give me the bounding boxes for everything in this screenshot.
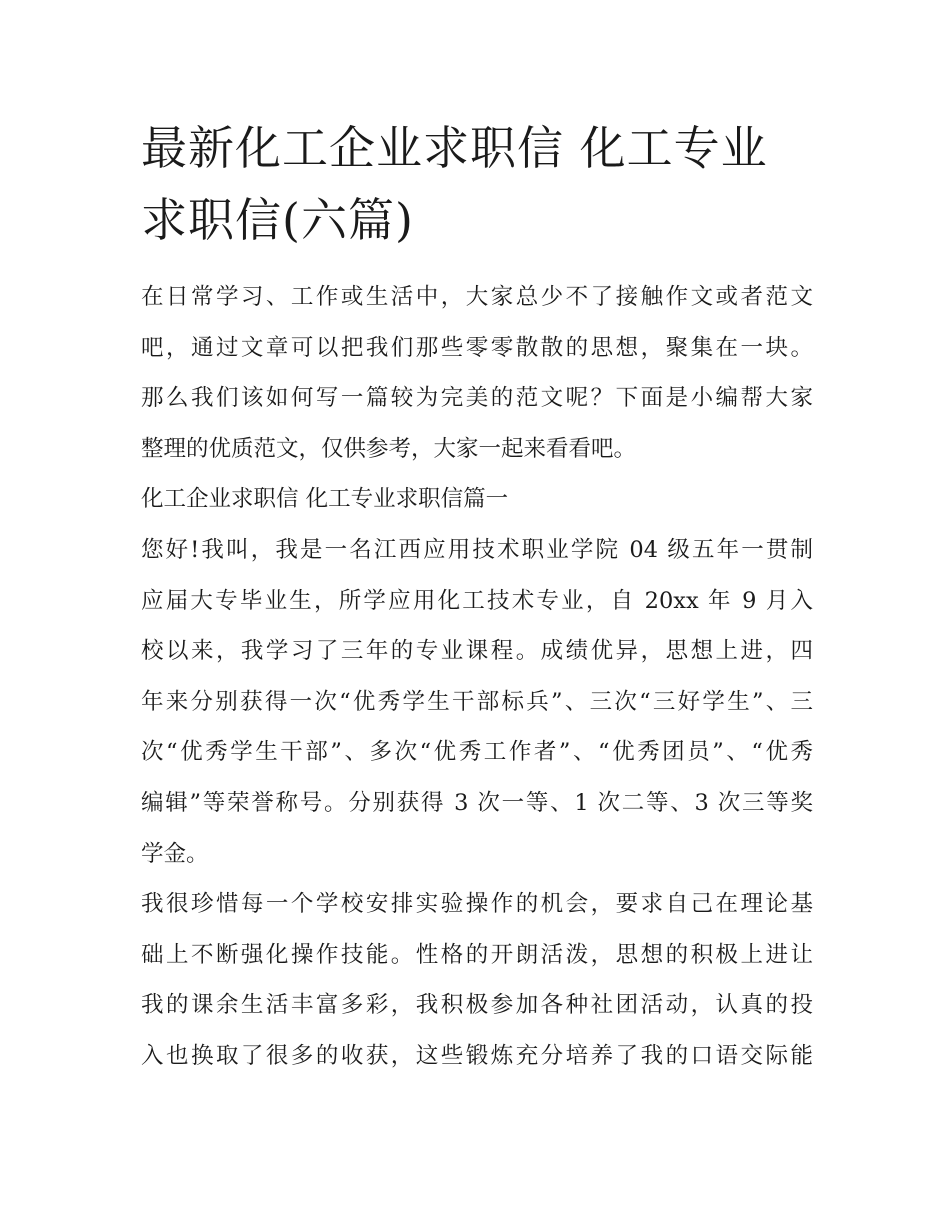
document-body — [141, 272, 813, 1082]
body-paragraph — [141, 525, 813, 879]
section-heading — [141, 474, 813, 525]
text-line: 校以来，我学习了三年的专业课程。成绩优异，思想上进，四 — [141, 638, 813, 665]
body-paragraph — [141, 879, 813, 1081]
text-line: 吧，通过文章可以把我们那些零零散散的思想，聚集在一块。 — [141, 334, 813, 361]
text-line: 入也换取了很多的收获，这些锻炼充分培养了我的口语交际能 — [141, 1042, 813, 1069]
text-line: 我很珍惜每一个学校安排实验操作的机会，要求自己在理论基 — [141, 891, 813, 918]
text-line: 应届大专毕业生，所学应用化工技术专业，自 20xx 年 9 月入 — [141, 587, 813, 614]
text-line: 我的课余生活丰富多彩，我积极参加各种社团活动，认真的投 — [141, 992, 813, 1019]
text-line: 在日常学习、工作或生活中，大家总少不了接触作文或者范文 — [141, 284, 813, 310]
text-line: 学金。 — [141, 840, 209, 867]
text-line: 化工企业求职信 化工专业求职信篇一 — [141, 486, 509, 513]
title-line: 最新化工企业求职信 化工专业 — [141, 121, 768, 175]
text-line: 整理的优质范文，仅供参考，大家一起来看看吧。 — [141, 435, 637, 462]
title-line: 求职信(六篇) — [141, 193, 414, 247]
text-line: 编辑”等荣誉称号。分别获得 3 次一等、1 次二等、3 次三等奖 — [141, 789, 813, 816]
document-page — [141, 112, 813, 1082]
text-line: 年来分别获得一次“优秀学生干部标兵”、三次“三好学生”、三 — [141, 688, 813, 715]
text-line: 础上不断强化操作技能。性格的开朗活泼，思想的积极上进让 — [141, 941, 813, 968]
document-title — [141, 112, 813, 256]
text-line: 那么我们该如何写一篇较为完美的范文呢？下面是小编帮大家 — [141, 385, 813, 412]
text-line: 您好!我叫，我是一名江西应用技术职业学院 04 级五年一贯制 — [141, 536, 813, 563]
text-line: 次“优秀学生干部”、多次“优秀工作者”、“优秀团员”、“优秀 — [141, 739, 813, 766]
intro-paragraph — [141, 272, 813, 474]
